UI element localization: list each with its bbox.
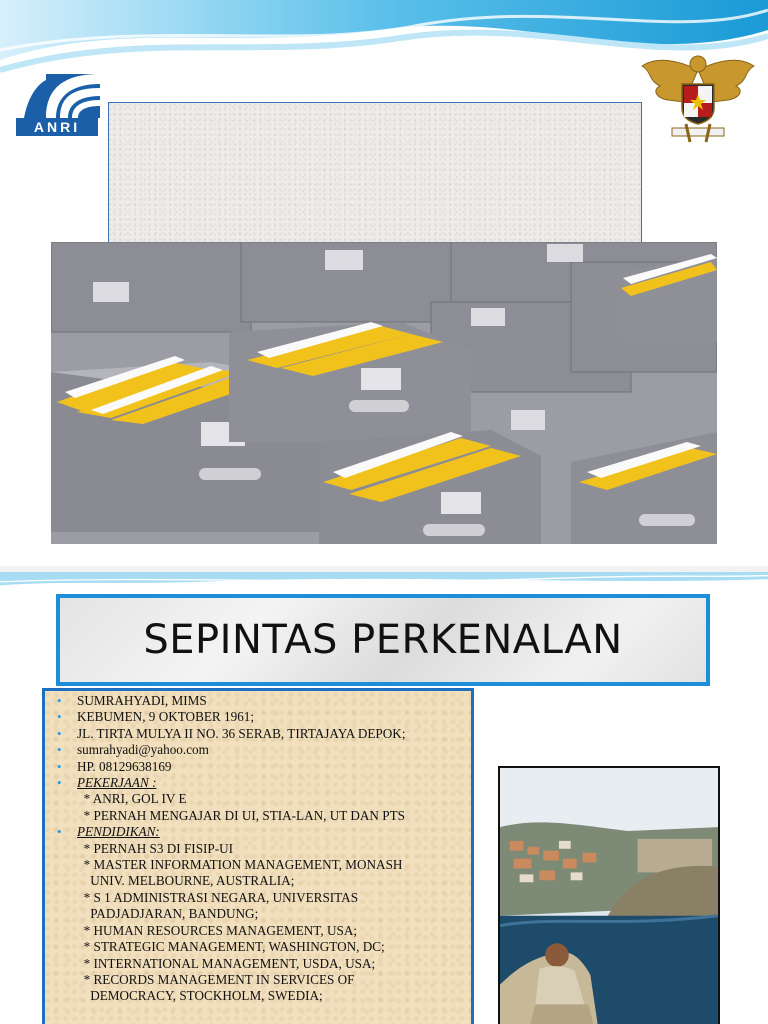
list-item: DEMOCRACY, STOCKHOLM, SWEDIA; — [77, 988, 323, 1004]
list-item: * MASTER INFORMATION MANAGEMENT, MONASH — [77, 857, 403, 873]
list-item: * HUMAN RESOURCES MANAGEMENT, USA; — [77, 922, 358, 938]
biography-panel — [42, 688, 474, 1024]
list-item: * PERNAH S3 DI FISIP-UI — [77, 840, 234, 856]
list-item: * PERNAH MENGAJAR DI UI, STIA-LAN, UT DAN PTS — [77, 807, 405, 823]
list-item: PADJADJARAN, BANDUNG; — [77, 906, 259, 922]
list-item: • JL. TIRTA MULYA II NO. 36 SERAB, TIRTAJAYA DEPOK; — [53, 726, 405, 742]
list-item: • sumrahyadi@yahoo.com — [53, 742, 405, 758]
list-item: * S 1 ADMINISTRASI NEGARA, UNIVERSITAS — [77, 889, 359, 905]
portrait-photo — [498, 766, 720, 1024]
slide-title: SEPINTAS PERKENALAN — [143, 617, 623, 663]
list-item: * INTERNATIONAL MANAGEMENT, USDA, USA; — [77, 955, 376, 971]
list-item: • KEBUMEN, 9 OKTOBER 1961; — [53, 709, 405, 725]
section-heading — [53, 824, 405, 840]
section-heading — [53, 775, 405, 791]
biography-list — [53, 693, 405, 1005]
title-text-panel — [108, 102, 642, 246]
introduction-slide — [0, 572, 768, 1024]
filing-cabinet-photo — [51, 242, 717, 544]
list-item: • HP. 08129638169 — [53, 759, 405, 775]
section-heading-label: PENDIDIKAN: — [77, 824, 160, 840]
title-banner — [56, 594, 710, 686]
garuda-pancasila-emblem — [638, 50, 758, 144]
list-item: * STRATEGIC MANAGEMENT, WASHINGTON, DC; — [77, 939, 385, 955]
list-item: * ANRI, GOL IV E — [77, 791, 187, 807]
anri-logo-text: ANRI — [16, 118, 98, 136]
list-item: * RECORDS MANAGEMENT IN SERVICES OF — [77, 971, 355, 987]
section-heading-label: PEKERJAAN : — [77, 775, 157, 791]
list-item: UNIV. MELBOURNE, AUSTRALIA; — [77, 873, 295, 889]
list-item: • SUMRAHYADI, MIMS — [53, 693, 405, 709]
